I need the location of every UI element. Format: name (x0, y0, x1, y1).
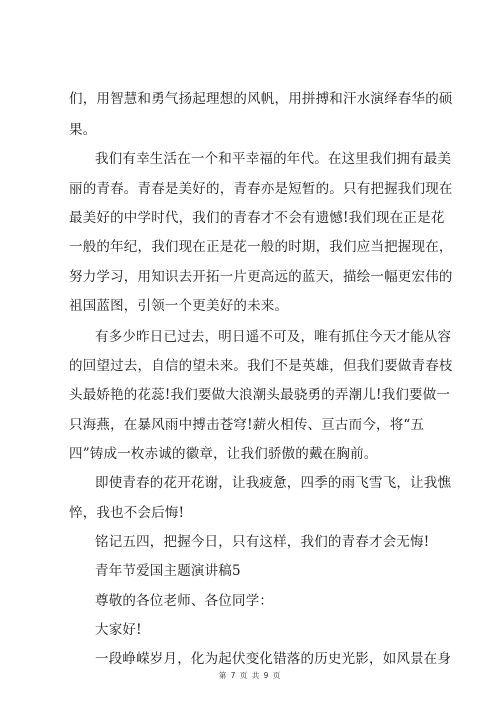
body-line-12: 只海燕，在暴风雨中搏击苍穹!薪火相传、亘古而今，将“五 (69, 417, 425, 433)
body-line-7: 努力学习，用知识去开拓一片更高远的蓝天，描绘一幅更宏伟的 (69, 269, 453, 285)
body-line-13: 四”铸成一枚赤诚的徽章，让我们骄傲的戴在胸前。 (69, 446, 378, 462)
body-line-2: 果。 (69, 122, 97, 138)
body-line-1: 们，用智慧和勇气扬起理想的风帆，用拼搏和汗水演绎春华的硕 (69, 91, 453, 107)
page-number-footer: 第 7 页 共 9 页 (218, 671, 282, 680)
body-line-9: 有多少昨日已过去，明日遥不可及，唯有抓住今天才能从容 (95, 329, 452, 345)
greeting: 大家好! (95, 622, 142, 638)
body-line-14: 即使青春的花开花谢，让我疲惫，四季的雨飞雪飞，让我憔 (95, 475, 452, 491)
body-line-20: 一段峥嵘岁月，化为起伏变化错落的历史光影，如风景在身 (95, 651, 452, 667)
body-line-16: 铭记五四，把握今日，只有这样，我们的青春才会无悔! (95, 534, 430, 550)
body-line-3: 我们有幸生活在一个和平幸福的年代。在这里我们拥有最美 (95, 151, 452, 167)
body-line-10: 的回望过去，自信的望未来。我们不是英雄，但我们要做青春枝 (69, 358, 453, 374)
body-line-5: 最美好的中学时代，我们的青春才不会有遗憾!我们现在正是花 (69, 210, 445, 226)
body-line-15: 悴，我也不会后悔! (69, 505, 185, 521)
body-line-6: 一般的年纪，我们现在正是花一般的时期，我们应当把握现在， (69, 239, 453, 255)
body-line-4: 丽的青春。青春是美好的，青春亦是短暂的。只有把握我们现在 (69, 181, 453, 197)
salutation: 尊敬的各位老师、各位同学： (95, 593, 274, 609)
body-line-11: 头最娇艳的花蕊!我们要做大浪潮头最骁勇的弄潮儿!我们要做一 (69, 387, 451, 403)
section-heading: 青年节爱国主题演讲稿5 (95, 563, 241, 579)
body-line-8: 祖国蓝图，引领一个更美好的未来。 (69, 298, 289, 314)
